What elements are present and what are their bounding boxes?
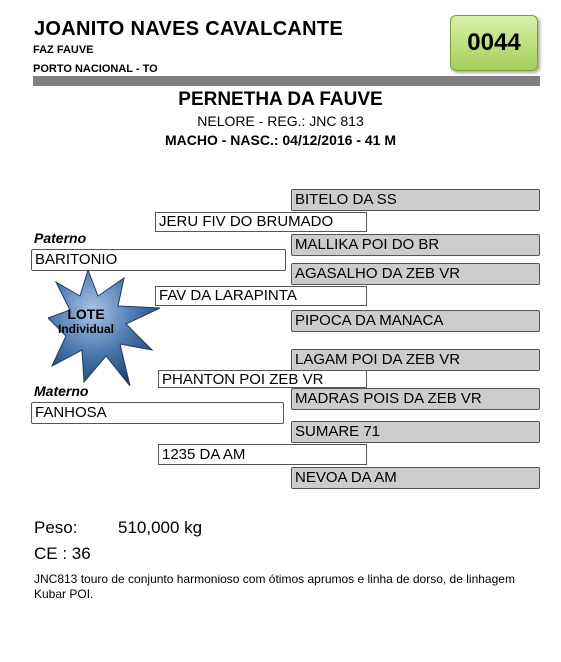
lot-number-badge: 0044: [450, 15, 538, 71]
great-grandparent-8: NEVOA DA AM: [291, 467, 540, 489]
lote-badge-line2: Individual: [57, 322, 114, 336]
lote-badge-text: [48, 306, 124, 336]
weight-value: 510,000 kg: [118, 518, 203, 537]
lote-badge-line1: LOTE: [67, 306, 105, 322]
farm-name: FAZ FAUVE: [33, 44, 94, 56]
maternal-grandsire: PHANTON POI ZEB VR: [158, 370, 367, 388]
ce-row: [34, 544, 91, 564]
description-text: JNC813 touro de conjunto harmonioso com ótimos aprumos e linha de dorso, de linhagem Kubar POI.: [34, 572, 515, 601]
great-grandparent-1: BITELO DA SS: [291, 189, 540, 211]
city-name: PORTO NACIONAL - TO: [33, 63, 158, 75]
dam-name: FANHOSA: [31, 402, 284, 424]
paternal-grandsire: JERU FIV DO BRUMADO: [155, 212, 367, 232]
sex-birth-date: MACHO - NASC.: 04/12/2016 - 41 M: [164, 132, 397, 148]
ce-label: CE :: [34, 544, 68, 563]
weight-label: Peso:: [34, 518, 78, 537]
animal-name: PERNETHA DA FAUVE: [178, 89, 383, 110]
header-divider: [33, 76, 540, 86]
great-grandparent-2: MALLIKA POI DO BR: [291, 234, 540, 256]
weight-row: [34, 518, 203, 538]
owner-name: JOANITO NAVES CAVALCANTE: [34, 18, 344, 40]
great-grandparent-3: AGASALHO DA ZEB VR: [291, 263, 540, 285]
great-grandparent-7: SUMARE 71: [291, 421, 540, 443]
great-grandparent-6: MADRAS POIS DA ZEB VR: [291, 388, 540, 410]
sire-name: BARITONIO: [31, 249, 286, 271]
ce-value: 36: [71, 544, 91, 563]
breed-registration: NELORE - REG.: JNC 813: [197, 113, 364, 129]
maternal-granddam: 1235 DA AM: [158, 444, 367, 465]
great-grandparent-5: LAGAM POI DA ZEB VR: [291, 349, 540, 371]
materno-label: Materno: [34, 383, 89, 399]
paterno-label: Paterno: [34, 230, 87, 246]
great-grandparent-4: PIPOCA DA MANACA: [291, 310, 540, 332]
paternal-granddam: FAV DA LARAPINTA: [155, 286, 367, 306]
